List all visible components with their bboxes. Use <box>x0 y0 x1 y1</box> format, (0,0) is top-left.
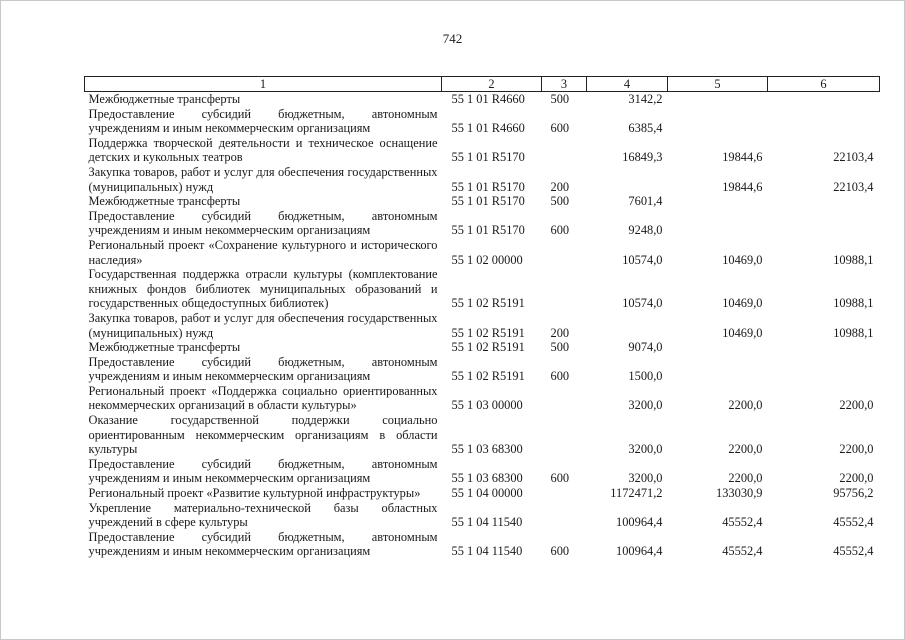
row-code-cell: 55 1 01 R4660 <box>451 92 525 106</box>
row-name-cell: Предоставление субсидий бюджетным, автономным учреждениям и иным некоммерческим организациям <box>88 208 438 238</box>
row-code-cell: 55 1 03 68300 <box>451 471 523 486</box>
row-value-3-cell: 2200,0 <box>839 442 874 457</box>
table-row <box>85 486 880 501</box>
row-name-cell: Региональный проект «Развитие культурной инфраструктуры» <box>88 486 421 501</box>
row-type-cell <box>542 486 587 501</box>
row-name-cell: Укрепление материально-технической базы областных учреждений в сфере культуры <box>88 500 438 530</box>
row-code-cell: 55 1 02 R5191 <box>451 340 525 355</box>
row-value-3-cell: 2200,0 <box>839 398 874 413</box>
row-code-cell: 55 1 01 R5170 <box>451 150 525 165</box>
row-type-cell: 600 <box>550 471 570 486</box>
table-row <box>85 107 880 136</box>
row-value-3-cell <box>768 92 880 107</box>
row-value-2-cell <box>668 340 768 355</box>
row-type-cell: 600 <box>550 223 570 238</box>
row-value-1-cell: 16849,3 <box>622 150 663 165</box>
row-value-1-cell: 1172471,2 <box>610 486 663 501</box>
row-name-cell: Предоставление субсидий бюджетным, автономным учреждениям и иным некоммерческим организациям <box>88 354 438 384</box>
header-row <box>85 77 880 92</box>
row-value-2-cell <box>668 194 768 209</box>
row-name-cell: Поддержка творческой деятельности и техническое оснащение детских и кукольных театров <box>88 135 438 165</box>
row-name-cell: Закупка товаров, работ и услуг для обеспечения государственных (муниципальных) нужд <box>88 310 438 340</box>
row-name-cell: Предоставление субсидий бюджетным, автономным учреждениям и иным некоммерческим организациям <box>88 106 438 136</box>
row-name-cell: Региональный проект «Сохранение культурного и исторического наследия» <box>88 237 438 267</box>
row-value-1-cell: 3200,0 <box>628 471 663 486</box>
row-value-2-cell <box>668 92 768 107</box>
row-code-cell: 55 1 01 R4660 <box>451 121 525 136</box>
row-value-2-cell: 2200,0 <box>728 442 763 457</box>
row-value-2-cell: 2200,0 <box>728 398 763 413</box>
row-type-cell: 600 <box>550 121 570 136</box>
row-value-3-cell <box>768 355 880 384</box>
row-type-cell <box>542 501 587 530</box>
table-row <box>85 209 880 238</box>
row-type-cell: 600 <box>550 544 570 559</box>
row-code-cell: 55 1 01 R5170 <box>451 179 525 194</box>
row-value-2-cell <box>668 107 768 136</box>
row-code-cell: 55 1 02 R5191 <box>451 369 525 384</box>
row-name-cell: Предоставление субсидий бюджетным, автономным учреждениям и иным некоммерческим организациям <box>88 529 438 559</box>
row-type-cell <box>542 238 587 267</box>
table-row <box>85 136 880 165</box>
row-value-1-cell: 1500,0 <box>628 369 663 384</box>
header-cell-6: 6 <box>768 77 880 92</box>
table-row <box>85 340 880 355</box>
row-value-3-cell: 45552,4 <box>833 515 874 530</box>
row-value-1-cell <box>587 311 668 340</box>
row-value-1-cell: 6385,4 <box>628 121 663 136</box>
table-row <box>85 530 880 559</box>
row-value-2-cell: 10469,0 <box>722 252 763 267</box>
row-value-2-cell: 45552,4 <box>722 544 763 559</box>
row-value-2-cell: 133030,9 <box>716 486 763 501</box>
row-value-1-cell: 7601,4 <box>628 194 663 209</box>
row-value-3-cell: 10988,1 <box>833 325 874 340</box>
table-row <box>85 92 880 107</box>
row-code-cell: 55 1 04 11540 <box>451 544 523 559</box>
row-value-3-cell: 10988,1 <box>833 296 874 311</box>
row-value-1-cell <box>587 165 668 194</box>
row-type-cell: 600 <box>550 369 570 384</box>
row-code-cell: 55 1 04 00000 <box>451 486 523 501</box>
row-value-2-cell: 45552,4 <box>722 515 763 530</box>
row-name-cell: Межбюджетные трансферты <box>88 194 241 209</box>
table-row <box>85 238 880 267</box>
row-code-cell: 55 1 03 00000 <box>451 398 523 413</box>
row-name-cell: Межбюджетные трансферты <box>88 92 241 106</box>
row-value-3-cell: 95756,2 <box>833 486 874 501</box>
row-value-2-cell <box>668 209 768 238</box>
row-value-3-cell: 22103,4 <box>833 150 874 165</box>
row-value-2-cell: 10469,0 <box>722 325 763 340</box>
row-type-cell: 200 <box>550 179 570 194</box>
row-type-cell: 200 <box>550 325 570 340</box>
table-row <box>85 457 880 486</box>
table-row <box>85 165 880 194</box>
row-value-1-cell: 10574,0 <box>622 252 663 267</box>
row-name-cell: Государственная поддержка отрасли культуры (комплектование книжных фондов библиотек муниципальных образований и государственных общедоступных библиотек) <box>88 267 438 311</box>
table-row <box>85 501 880 530</box>
row-name-cell: Оказание государственной поддержки социально ориентированным некоммерческим организациям в области культуры <box>88 413 438 457</box>
row-code-cell: 55 1 04 11540 <box>451 515 523 530</box>
row-type-cell: 500 <box>550 340 570 355</box>
row-type-cell <box>542 413 587 457</box>
row-name-cell: Региональный проект «Поддержка социально ориентированных некоммерческих организаций в области культуры» <box>88 383 438 413</box>
table-row <box>85 355 880 384</box>
row-value-2-cell: 19844,6 <box>722 150 763 165</box>
row-value-3-cell <box>768 209 880 238</box>
row-name-cell: Межбюджетные трансферты <box>88 340 241 355</box>
row-value-1-cell: 10574,0 <box>622 296 663 311</box>
row-value-1-cell: 100964,4 <box>616 515 663 530</box>
header-cell-5: 5 <box>668 77 768 92</box>
page-number: 742 <box>442 31 463 46</box>
row-code-cell: 55 1 03 68300 <box>451 442 523 457</box>
header-cell-4: 4 <box>587 77 668 92</box>
header-cell-2: 2 <box>442 77 542 92</box>
row-value-3-cell: 22103,4 <box>833 179 874 194</box>
row-value-3-cell <box>768 194 880 209</box>
row-type-cell: 500 <box>550 92 570 106</box>
row-value-1-cell: 3142,2 <box>628 92 663 106</box>
row-value-1-cell: 3200,0 <box>628 442 663 457</box>
row-value-3-cell <box>768 107 880 136</box>
header-cell-3: 3 <box>542 77 587 92</box>
row-value-1-cell: 3200,0 <box>628 398 663 413</box>
row-code-cell: 55 1 01 R5170 <box>451 223 525 238</box>
row-value-3-cell: 10988,1 <box>833 252 874 267</box>
row-code-cell: 55 1 01 R5170 <box>451 194 525 209</box>
table-row <box>85 267 880 311</box>
row-type-cell <box>542 267 587 311</box>
table-row <box>85 413 880 457</box>
row-value-2-cell: 2200,0 <box>728 471 763 486</box>
row-code-cell: 55 1 02 R5191 <box>451 325 525 340</box>
row-value-2-cell: 19844,6 <box>722 179 763 194</box>
row-value-1-cell: 9248,0 <box>628 223 663 238</box>
row-type-cell: 500 <box>550 194 570 209</box>
table-body <box>85 92 880 560</box>
row-value-3-cell: 45552,4 <box>833 544 874 559</box>
header-cell-1: 1 <box>85 77 442 92</box>
table-row <box>85 311 880 340</box>
row-type-cell <box>542 136 587 165</box>
row-value-3-cell: 2200,0 <box>839 471 874 486</box>
row-value-2-cell <box>668 355 768 384</box>
row-value-3-cell <box>768 340 880 355</box>
table-row <box>85 194 880 209</box>
row-code-cell: 55 1 02 R5191 <box>451 296 525 311</box>
row-name-cell: Закупка товаров, работ и услуг для обеспечения государственных (муниципальных) нужд <box>88 164 438 194</box>
row-name-cell: Предоставление субсидий бюджетным, автономным учреждениям и иным некоммерческим организациям <box>88 456 438 486</box>
row-code-cell: 55 1 02 00000 <box>451 252 523 267</box>
row-value-1-cell: 9074,0 <box>628 340 663 355</box>
row-value-1-cell: 100964,4 <box>616 544 663 559</box>
row-type-cell <box>542 384 587 413</box>
budget-table <box>84 76 880 559</box>
table-row <box>85 384 880 413</box>
row-value-2-cell: 10469,0 <box>722 296 763 311</box>
